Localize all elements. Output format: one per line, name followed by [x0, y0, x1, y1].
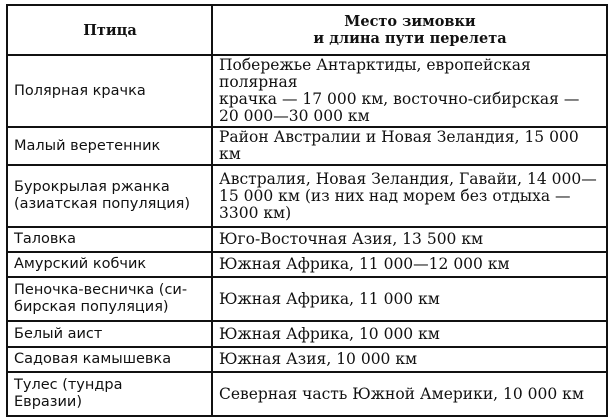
table-header-row	[7, 5, 607, 55]
bird-name: Бурокрылая ржанка (азиатская популяция)	[7, 165, 212, 227]
table-row	[7, 127, 607, 165]
bird-migration-table	[6, 4, 608, 417]
table-row	[7, 372, 607, 416]
bird-name: Белый аист	[7, 321, 212, 347]
bird-name: Тулес (тундра Евразии)	[7, 372, 212, 416]
table-row	[7, 165, 607, 227]
wintering-place: Юго-Восточная Азия, 13 500 км	[212, 227, 607, 252]
bird-name: Полярная крачка	[7, 55, 212, 127]
table-row	[7, 321, 607, 347]
wintering-place: Австралия, Новая Зеландия, Гавайи, 14 000— 15 000 км (из них над морем без отдыха — 3300 км)	[212, 165, 607, 227]
wintering-place: Северная часть Южной Америки, 10 000 км	[212, 372, 607, 416]
table-row	[7, 252, 607, 277]
table-row	[7, 347, 607, 372]
wintering-place: Южная Африка, 11 000—12 000 км	[212, 252, 607, 277]
bird-name: Малый веретенник	[7, 127, 212, 165]
wintering-place: Южная Азия, 10 000 км	[212, 347, 607, 372]
bird-name: Амурский кобчик	[7, 252, 212, 277]
wintering-place: Побережье Антарктиды, европейская полярная крачка — 17 000 км, восточно-сибирская — 20 000—30 000 км	[212, 55, 607, 127]
table-row	[7, 277, 607, 321]
bird-name: Пеночка-весничка (си- бирская популяция)	[7, 277, 212, 321]
header-place-distance: Место зимовки и длина пути перелета	[212, 5, 607, 55]
table-row	[7, 227, 607, 252]
wintering-place: Район Австралии и Новая Зеландия, 15 000 км	[212, 127, 607, 165]
bird-name: Таловка	[7, 227, 212, 252]
table-row	[7, 55, 607, 127]
header-bird: Птица	[7, 5, 212, 55]
wintering-place: Южная Африка, 10 000 км	[212, 321, 607, 347]
wintering-place: Южная Африка, 11 000 км	[212, 277, 607, 321]
bird-name: Садовая камышевка	[7, 347, 212, 372]
